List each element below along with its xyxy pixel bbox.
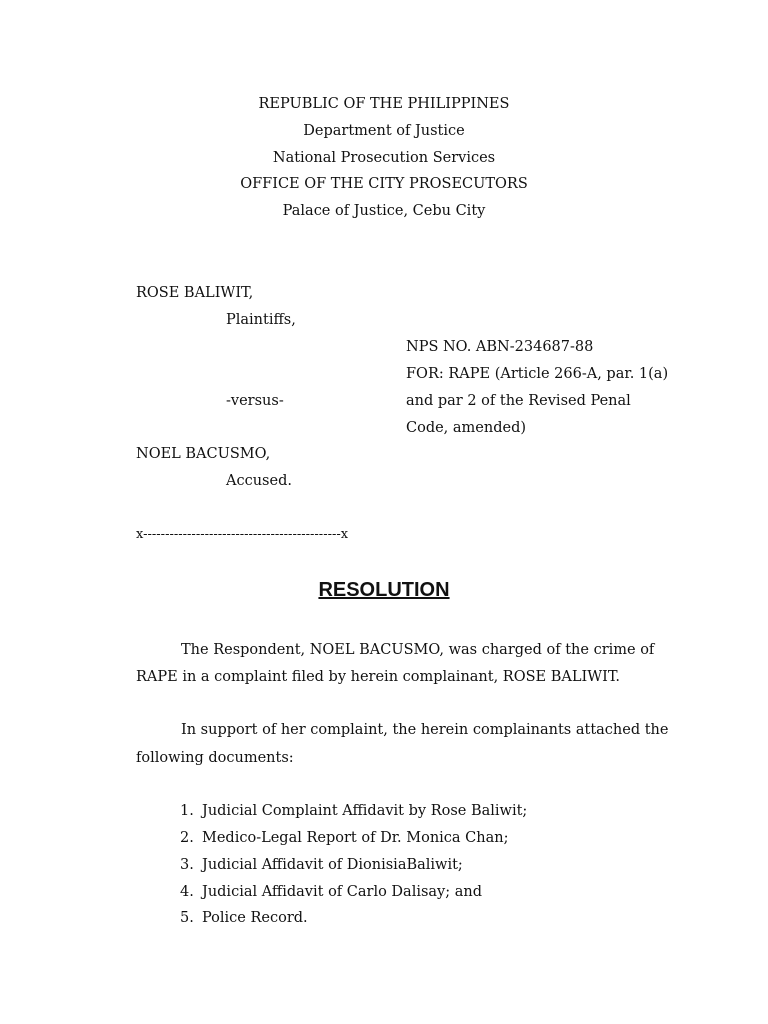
list-item-number: 1. (180, 803, 194, 819)
list-item-text: Judicial Complaint Affidavit by Rose Baliwit; (202, 803, 528, 819)
list-item-text: Police Record. (202, 910, 308, 926)
charge-line-2: and par 2 of the Revised Penal (406, 393, 631, 409)
list-item-text: Judicial Affidavit of DionisiaBaliwit; (202, 857, 463, 873)
header-department: Department of Justice (303, 123, 465, 139)
list-item-text: Judicial Affidavit of Carlo Dalisay; and (202, 884, 483, 900)
list-item-number: 5. (180, 910, 194, 926)
versus-label: -versus- (226, 393, 284, 409)
paragraph-1-line-1: The Respondent, NOEL BACUSMO, was charged of the crime of (181, 642, 655, 658)
header-republic: REPUBLIC OF THE PHILIPPINES (258, 96, 510, 112)
plaintiff-role: Plaintiffs, (226, 312, 296, 328)
list-item-text: Medico-Legal Report of Dr. Monica Chan; (202, 830, 509, 846)
header-office: OFFICE OF THE CITY PROSECUTORS (240, 176, 528, 192)
list-item-number: 2. (180, 830, 194, 846)
charge-line-3: Code, amended) (406, 420, 527, 436)
accused-role: Accused. (226, 473, 292, 489)
paragraph-2-line-1: In support of her complaint, the herein complainants attached the (181, 722, 669, 738)
paragraph-1-line-2: RAPE in a complaint filed by herein complainant, ROSE BALIWIT. (136, 669, 621, 685)
resolution-title: RESOLUTION (318, 579, 450, 601)
list-item-number: 4. (180, 884, 194, 900)
list-item-number: 3. (180, 857, 194, 873)
caption-separator: x---------------------------------------------x (136, 527, 349, 542)
header-palace: Palace of Justice, Cebu City (282, 203, 486, 219)
plaintiff-name: ROSE BALIWIT, (136, 285, 254, 301)
header-national-prosecution: National Prosecution Services (272, 150, 496, 166)
accused-name: NOEL BACUSMO, (136, 446, 271, 462)
paragraph-2-line-2: following documents: (136, 750, 294, 766)
case-number: NPS NO. ABN-234687-88 (406, 339, 594, 355)
charge-line-1: FOR: RAPE (Article 266-A, par. 1(a) (406, 366, 669, 382)
